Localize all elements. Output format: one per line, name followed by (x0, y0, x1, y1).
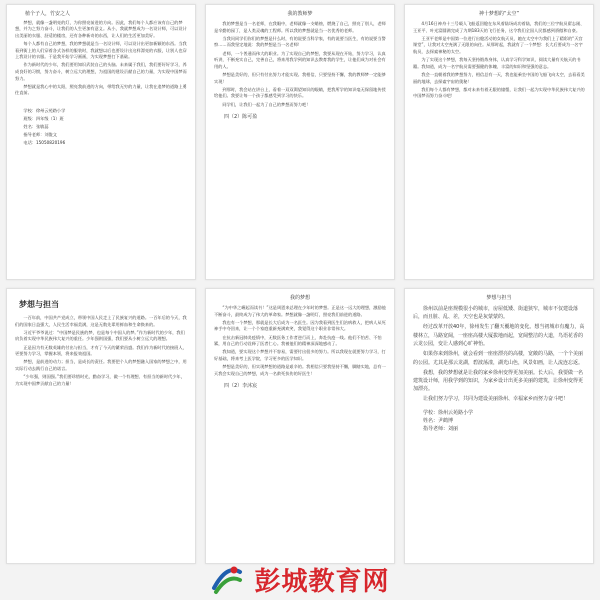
teacher-line: 指导老师：刘俊文 (23, 131, 57, 137)
school-line: 学校：徐州云苑路小学 (23, 107, 66, 113)
page-title: 我的梦想 (289, 295, 310, 301)
site-watermark (0, 560, 600, 598)
paragraph: 在抗击新冠肺炎疫情中，无数医务工作者逆行而上，奔赴抗疫一线。他们不怕苦、不怕累，用自己的行动诠释了医者仁心。我被他们的精神深深地感动了。 (214, 334, 382, 347)
teacher-line: 指导老师：刘丽 (423, 426, 459, 433)
paragraph: 梦想，是前进的动力；担当，是成长的责任。我要把个人的梦想融入国家的梦想之中，用实际行动去践行自己的诺言。 (15, 359, 187, 371)
paragraph: 为了实现这个梦想，我每天坚持锻炼身体，认真学习科学知识，阅读大量有关航天的书籍。我知道，成为一名宇航员需要强健的体魄、丰富的知识和坚强的意志。 (413, 57, 581, 69)
paragraph: 习近平爷爷说过：“中国梦是民族的梦，也是每个中国人的梦。”作为新时代的少年，我们肩负着实现中华民族伟大复兴的重任。少年强则国强，我们要从小树立远大的理想。 (15, 329, 185, 342)
page-5 (205, 288, 395, 564)
page-title: 神十梦想的“太空” (478, 11, 520, 17)
paragraph: 老师，一个普通而伟大的职业。为了实现自己的梦想，我要从现在开始，努力学习，认真听讲，不断充实自己，完善自己，将来用我学到的知识去教育我的学生，让他们成为对社会有用的人。 (214, 50, 386, 69)
paragraph: 每个人都有自己的梦想，我的梦想就是当一名设计师，可以设计出更加新颖的东西。当我看到街上的人们穿着各式各样的服装时，我就想以后也要设计出这样漂亮的衣服，让别人也穿上我设计的衣服。于是我开始学习画画，为实现梦想打下基础。 (15, 40, 187, 60)
school-line: 学校：徐州云苑路小学 (423, 410, 474, 417)
page-1 (6, 4, 196, 280)
paragraph: 让我们努力学习，共同为建设美丽徐州、幸福家乡而努力奋斗吧！ (423, 396, 569, 403)
page-3 (404, 4, 594, 280)
name-line: 姓名：尹鹤博 (423, 418, 454, 425)
paragraph: “少年强，则国强。”我们要珍惜时光，勤奋学习，做一个有理想、有担当的新时代少年，为实现中国梦贡献自己的力量！ (15, 374, 185, 386)
paragraph: 正是因为有无数英雄的付出与担当，才有了今天的繁荣昌盛。我们作为新时代的接班人，更要努力学习，掌握本领，将来报效祖国。 (15, 344, 187, 357)
paragraph: 徐州以前是座规模很小的城市，房屋低矮、街道狭窄，城市不仅建设落后，而且脏、乱、差，天空也是灰蒙蒙的。 (413, 306, 579, 321)
paragraph: 我也有一个梦想，那就是长大后成为一名医生。因为我看到医生们治病救人，把病人从死神手中夺回来，让一个个家庭重新充满欢笑，我觉得这个职业非常伟大。 (214, 319, 386, 332)
paragraph: 我会一直朝着我的梦想努力，相信总有一天，我也能乘坐中国的飞船飞向太空，去看看美丽的地球，去探索宇宙的奥秘！ (413, 71, 585, 84)
author-signature: 四（2）李沐宸 (224, 383, 258, 390)
phone-line: 电话：15050820196 (23, 139, 66, 145)
page-top-fragment: 植个子人，竹安之人 (25, 11, 71, 17)
paragraph: 梦想是美好的，但实现梦想的道路是艰辛的。我相信只要我坚持不懈，脚踏实地，总有一天我会实现自己的梦想，成为一名救死扶伤的好医生！ (214, 364, 386, 376)
author-signature: 四（2）陈可盈 (224, 114, 258, 121)
paragraph: 我们每个人都有梦想，都对未来有着无限的憧憬，让我们一起为实现中华民族伟大复兴的中国梦而努力奋斗吧！ (413, 86, 585, 99)
document-collage (6, 4, 594, 564)
name-line: 姓名：张敏蕊 (23, 123, 49, 129)
paragraph: 如果你来到徐州，就会看到一座座漂亮的高楼，宽敞的马路，一个个美丽的公园。尤其是那云龙湖，碧波荡漾，湖光山色，风景如画，让人流连忘返。 (413, 351, 584, 366)
paragraph: 作为新时代的少年，我们要用知识武装自己的头脑。未来属于我们，我们要好好学习，养成良好的习惯，努力奋斗，树立远大的理想，为祖国的建设贡献自己的力量，为实现中国梦而努力。 (15, 62, 187, 81)
paragraph: 经过改革开放40年，徐州发生了翻天覆地的变化。想当初城市有魔力，高楼林立，马路宽阔，一座座高楼大厦拔地而起，宽阔整洁的大道，鸟语花香的云龙公园，变让人感到心旷神怡。 (413, 324, 585, 348)
paragraph: 一百年前，中国共产党成立，带领中国人民走上了民族复兴的道路。一百年后的今天，我们的国家日益强大，人民生活幸福美满，这是无数先辈用鲜血和生命换来的。 (15, 315, 187, 327)
class-line: 班级：四年级（1）班 (23, 115, 64, 121)
paragraph: 梦想，就像一盏明亮的灯，为你照亮前进的方向。因此，我们每个人都应该有自己的梦想，并为之努力奋斗，让我们的人生更加有意义。从小，我就梦想成为一名设计师，可以设计出美丽的衣服、舒适的楼房，还有各种新奇的东西，让人们的生活更加美好。 (15, 19, 187, 38)
page-title: 梦想与担当 (19, 300, 59, 309)
paragraph: 我的梦想是当一名老师，在我眼中，老师就像一支蜡烛，燃烧了自己，照亮了别人，老师是辛勤的园丁，是人类灵魂的工程师。所以我的梦想就是当一名优秀的老师。 (214, 21, 386, 33)
site-logo-text: 彭城教育网 (254, 566, 390, 597)
paragraph: 王亚平老师是中国第一位进行出舱活动的女航天员，她在太空中为我们上了精彩的“天宫课堂”，让我对太空充满了无限的向往。从那时起，我就有了一个梦想：长大后要成为一名宇航员，去探索神秘的太空。 (413, 35, 583, 54)
paragraph: 同学们，让我们一起为了自己的梦想而努力吧！ (222, 101, 311, 107)
page-4 (6, 288, 196, 564)
page-6 (404, 288, 594, 564)
page-2 (205, 4, 395, 280)
paragraph: 4月16日神舟十三号载人飞船返回舱在东风着陆场成功着陆，我们的三位宇航员翟志刚、王亚平、叶光富圆满完成了为期183天的飞行任务，这令我们全国人民都感到骄傲和自豪。 (413, 21, 585, 33)
paragraph: 当我问同学们你们的梦想是什么时，有的说要当科学家，有的说要当医生，有的说要当警察……而我坚定地说：我的梦想是当一名老师！ (214, 35, 386, 48)
page-title: 梦想与担当 (486, 295, 512, 301)
paragraph: 我知道，要实现这个梦想并不容易，需要付出很多的努力。所以我现在就要努力学习，打好基础，将来考上医学院，学习更多的医学知识。 (214, 349, 386, 361)
paragraph: “为中华之崛起而读书！”这是周恩来总理在少年时的梦想。正是这一远大的理想，激励他不断奋斗，最终成为了伟大的革命家。梦想就像一盏明灯，照亮我们前进的道路。 (214, 305, 386, 317)
paragraph: 梦想就是我心中的太阳，照亮我前进的方向，带给我无穷的力量，让我在追梦的道路上勇往直前。 (15, 83, 187, 96)
paragraph: 到那时，我会站在讲台上，看着一双双渴望知识的眼睛，把我所学的知识毫无保留地传授给他们。我要让每一个孩子都感受到学习的快乐。 (214, 86, 386, 99)
page-title: 我的教师梦 (287, 11, 313, 17)
paragraph: 梦想是美好的，但只有付出努力才能实现。我相信，只要坚持不懈，我的教师梦一定能够实现！ (214, 71, 386, 84)
paragraph: 我想，我的梦想就是让我的家乡徐州变得更加美丽。长大后，我要做一名建筑设计师，用我学到的知识，为家乡设计出更多美丽的建筑，让徐州变得更加漂亮。 (413, 369, 584, 393)
pengcheng-logo-icon (210, 562, 244, 596)
